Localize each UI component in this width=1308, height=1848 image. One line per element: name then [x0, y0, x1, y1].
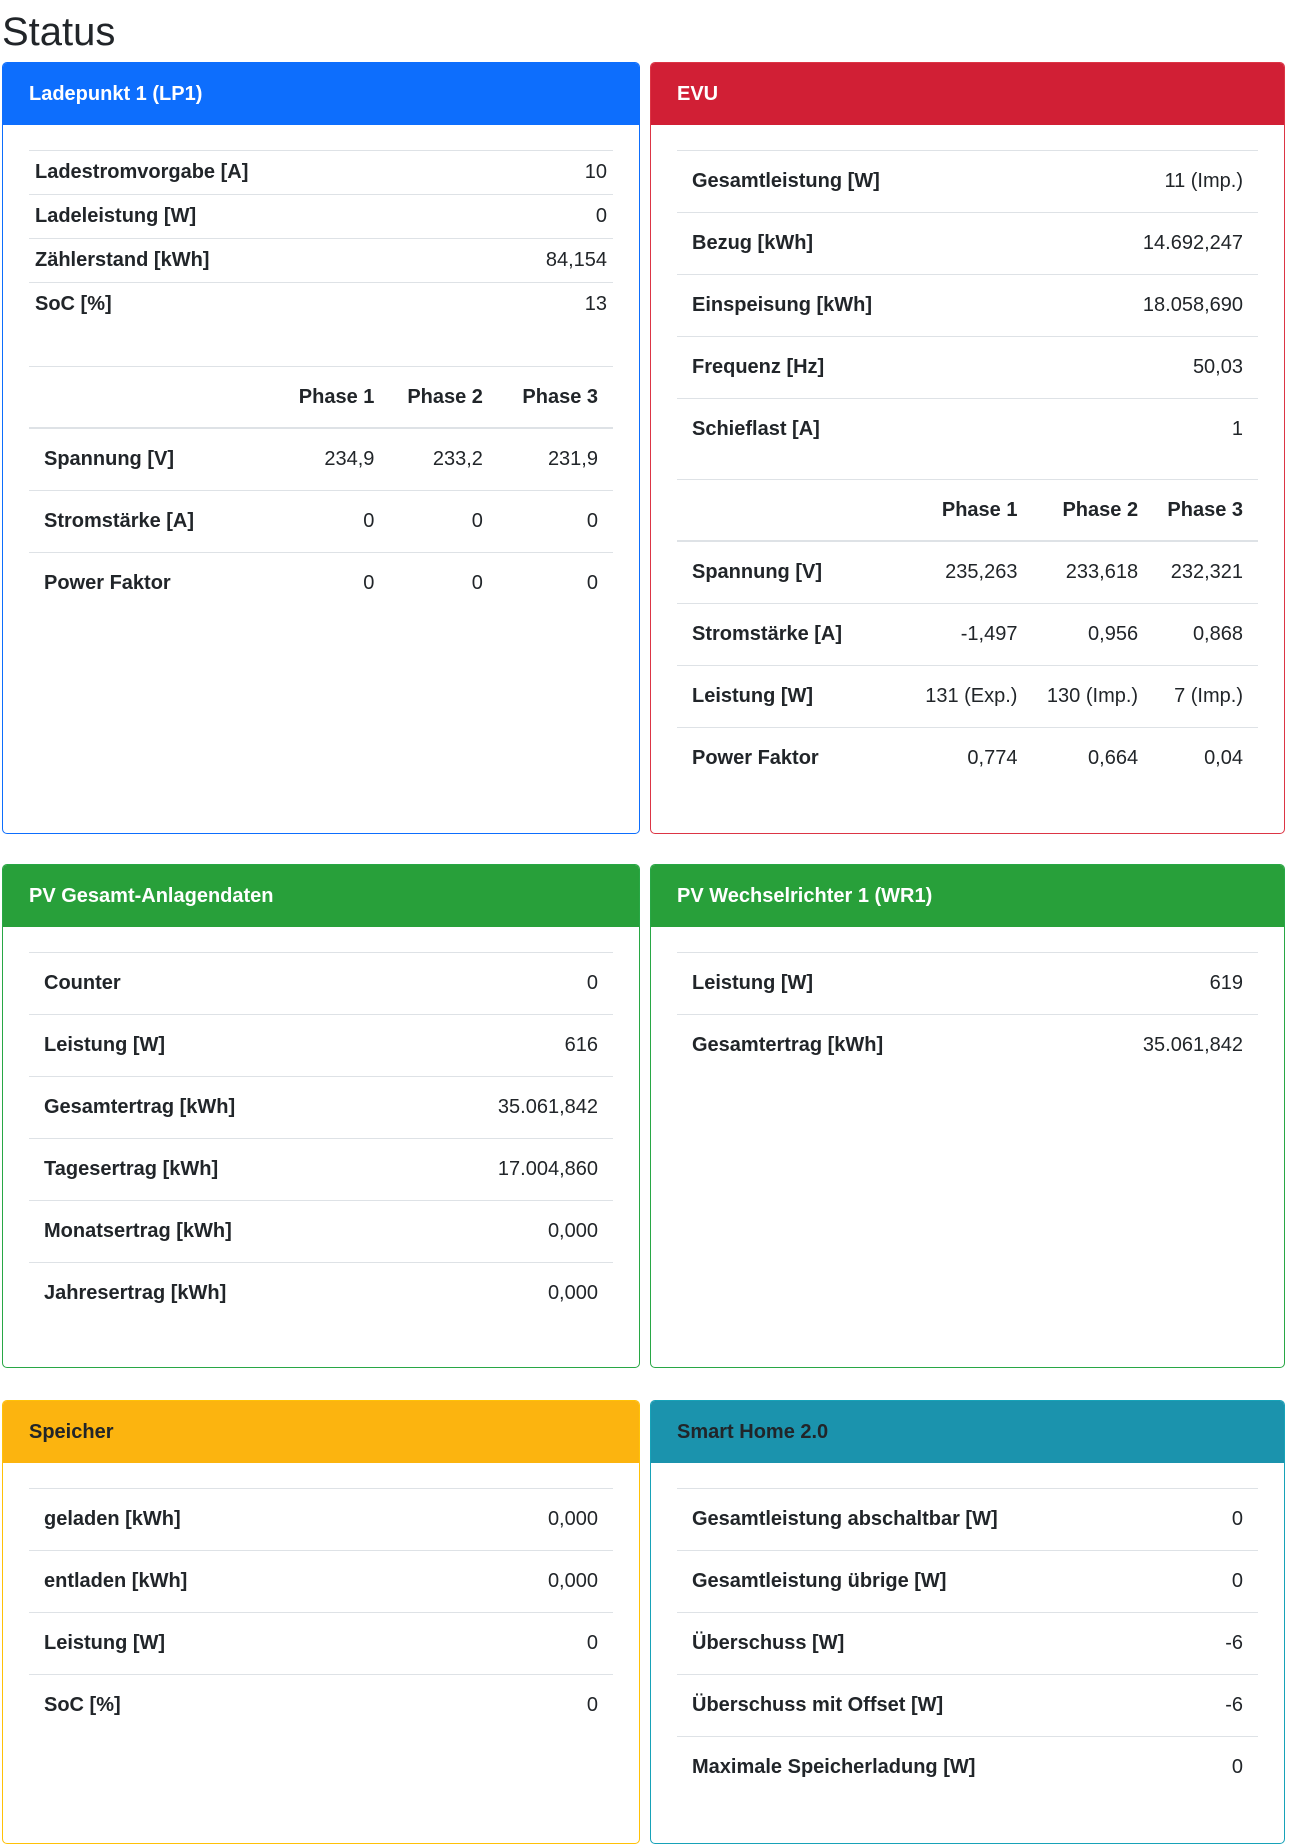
speicher-table	[29, 1488, 613, 1736]
row-value: 619	[1050, 953, 1258, 1015]
phase-value: 0	[266, 491, 375, 553]
table-row	[29, 239, 613, 283]
row-label: Gesamtertrag [kWh]	[677, 1015, 1050, 1077]
evu-card-header: EVU	[651, 63, 1284, 125]
table-row	[29, 1613, 613, 1675]
phase-value: 0,868	[1138, 604, 1258, 666]
phase-value: 0	[374, 553, 483, 615]
row-label: Ladestromvorgabe [A]	[29, 151, 476, 195]
table-row	[29, 283, 613, 327]
phase-header: Phase 3	[483, 367, 613, 429]
row-value: 0	[476, 195, 613, 239]
table-row	[29, 151, 613, 195]
phase-header: Phase 2	[374, 367, 483, 429]
row-value: -6	[1204, 1675, 1258, 1737]
row-label: Gesamtertrag [kWh]	[29, 1077, 404, 1139]
phase-value: 0	[266, 553, 375, 615]
speicher-card	[2, 1400, 640, 1844]
phase-row-label: Stromstärke [A]	[29, 491, 266, 553]
row-value: 35.061,842	[1050, 1015, 1258, 1077]
phase-header-empty	[29, 367, 266, 429]
row-value: -6	[1204, 1613, 1258, 1675]
row-label: Counter	[29, 953, 404, 1015]
phase-header: Phase 1	[895, 480, 1017, 542]
row-label: Tagesertrag [kWh]	[29, 1139, 404, 1201]
phase-row-label: Power Faktor	[29, 553, 266, 615]
phase-row	[677, 666, 1258, 728]
row-value: 0	[1204, 1489, 1258, 1551]
row-value: 0	[1204, 1737, 1258, 1799]
row-label: Leistung [W]	[677, 953, 1050, 1015]
phase-value: 7 (Imp.)	[1138, 666, 1258, 728]
phase-value: 131 (Exp.)	[895, 666, 1017, 728]
phase-header: Phase 3	[1138, 480, 1258, 542]
row-value: 1	[1048, 399, 1258, 461]
row-label: Jahresertrag [kWh]	[29, 1263, 404, 1325]
table-row	[677, 1489, 1258, 1551]
row-value: 18.058,690	[1048, 275, 1258, 337]
phase-row	[29, 553, 613, 615]
lp1-card-header: Ladepunkt 1 (LP1)	[3, 63, 639, 125]
row-label: entladen [kWh]	[29, 1551, 443, 1613]
pv-wr1-table	[677, 952, 1258, 1076]
table-row	[29, 1077, 613, 1139]
phase-value: 0	[374, 491, 483, 553]
evu-values-table	[677, 150, 1258, 460]
phase-row-label: Leistung [W]	[677, 666, 895, 728]
smarthome-table	[677, 1488, 1258, 1798]
row-label: Leistung [W]	[29, 1015, 404, 1077]
row-label: Frequenz [Hz]	[677, 337, 1048, 399]
phase-value: 130 (Imp.)	[1017, 666, 1138, 728]
row-label: Überschuss mit Offset [W]	[677, 1675, 1204, 1737]
lp1-phase-table	[29, 366, 613, 614]
smarthome-card-header: Smart Home 2.0	[651, 1401, 1284, 1463]
row-label: Bezug [kWh]	[677, 213, 1048, 275]
table-row	[677, 213, 1258, 275]
table-row	[677, 337, 1258, 399]
row-value: 0	[404, 953, 613, 1015]
row-label: Einspeisung [kWh]	[677, 275, 1048, 337]
table-row	[29, 195, 613, 239]
table-row	[29, 1675, 613, 1737]
phase-row-label: Power Faktor	[677, 728, 895, 790]
table-row	[29, 1201, 613, 1263]
phase-row-label: Spannung [V]	[677, 541, 895, 604]
row-value: 0,000	[404, 1201, 613, 1263]
table-row	[677, 1551, 1258, 1613]
row-label: Gesamtleistung [W]	[677, 151, 1048, 213]
phase-value: 231,9	[483, 428, 613, 491]
table-row	[677, 275, 1258, 337]
row-value: 11 (Imp.)	[1048, 151, 1258, 213]
table-row	[677, 1737, 1258, 1799]
row-label: Gesamtleistung übrige [W]	[677, 1551, 1204, 1613]
page-title: Status	[2, 10, 116, 54]
phase-value: 235,263	[895, 541, 1017, 604]
phase-row	[677, 541, 1258, 604]
phase-row	[677, 728, 1258, 790]
table-row	[29, 1139, 613, 1201]
phase-row-label: Stromstärke [A]	[677, 604, 895, 666]
pv-total-table	[29, 952, 613, 1324]
lp1-values-table	[29, 150, 613, 326]
phase-header-empty	[677, 480, 895, 542]
phase-value: 0,956	[1017, 604, 1138, 666]
row-label: SoC [%]	[29, 283, 476, 327]
row-value: 0,000	[404, 1263, 613, 1325]
row-label: SoC [%]	[29, 1675, 443, 1737]
row-label: Maximale Speicherladung [W]	[677, 1737, 1204, 1799]
phase-value: -1,497	[895, 604, 1017, 666]
speicher-card-header: Speicher	[3, 1401, 639, 1463]
table-row	[29, 1489, 613, 1551]
table-row	[29, 1551, 613, 1613]
row-label: geladen [kWh]	[29, 1489, 443, 1551]
phase-value: 0,664	[1017, 728, 1138, 790]
row-value: 0	[443, 1675, 613, 1737]
table-row	[677, 1613, 1258, 1675]
phase-value: 233,618	[1017, 541, 1138, 604]
phase-row	[29, 491, 613, 553]
row-label: Gesamtleistung abschaltbar [W]	[677, 1489, 1204, 1551]
row-label: Monatsertrag [kWh]	[29, 1201, 404, 1263]
row-label: Zählerstand [kWh]	[29, 239, 476, 283]
table-row	[29, 1263, 613, 1325]
row-value: 14.692,247	[1048, 213, 1258, 275]
row-value: 17.004,860	[404, 1139, 613, 1201]
table-row	[677, 151, 1258, 213]
row-value: 616	[404, 1015, 613, 1077]
table-row	[677, 399, 1258, 461]
phase-value: 0	[483, 491, 613, 553]
row-label: Ladeleistung [W]	[29, 195, 476, 239]
phase-value: 0,04	[1138, 728, 1258, 790]
table-row	[29, 1015, 613, 1077]
pv-total-card	[2, 864, 640, 1368]
row-value: 0	[443, 1613, 613, 1675]
row-label: Leistung [W]	[29, 1613, 443, 1675]
phase-row	[29, 428, 613, 491]
phase-row	[677, 604, 1258, 666]
row-value: 0,000	[443, 1489, 613, 1551]
phase-row-label: Spannung [V]	[29, 428, 266, 491]
evu-phase-table	[677, 479, 1258, 789]
phase-header: Phase 2	[1017, 480, 1138, 542]
smarthome-card	[650, 1400, 1285, 1844]
table-row	[677, 953, 1258, 1015]
lp1-card	[2, 62, 640, 834]
phase-header: Phase 1	[266, 367, 375, 429]
row-value: 0,000	[443, 1551, 613, 1613]
pv-total-card-header: PV Gesamt-Anlagendaten	[3, 865, 639, 927]
row-value: 50,03	[1048, 337, 1258, 399]
phase-value: 232,321	[1138, 541, 1258, 604]
row-value: 35.061,842	[404, 1077, 613, 1139]
row-value: 84,154	[476, 239, 613, 283]
phase-value: 0,774	[895, 728, 1017, 790]
row-value: 0	[1204, 1551, 1258, 1613]
table-row	[29, 953, 613, 1015]
table-row	[677, 1015, 1258, 1077]
phase-value: 234,9	[266, 428, 375, 491]
row-value: 10	[476, 151, 613, 195]
row-label: Überschuss [W]	[677, 1613, 1204, 1675]
phase-value: 0	[483, 553, 613, 615]
row-label: Schieflast [A]	[677, 399, 1048, 461]
pv-wr1-card-header: PV Wechselrichter 1 (WR1)	[651, 865, 1284, 927]
table-row	[677, 1675, 1258, 1737]
row-value: 13	[476, 283, 613, 327]
pv-wr1-card	[650, 864, 1285, 1368]
evu-card	[650, 62, 1285, 834]
phase-value: 233,2	[374, 428, 483, 491]
